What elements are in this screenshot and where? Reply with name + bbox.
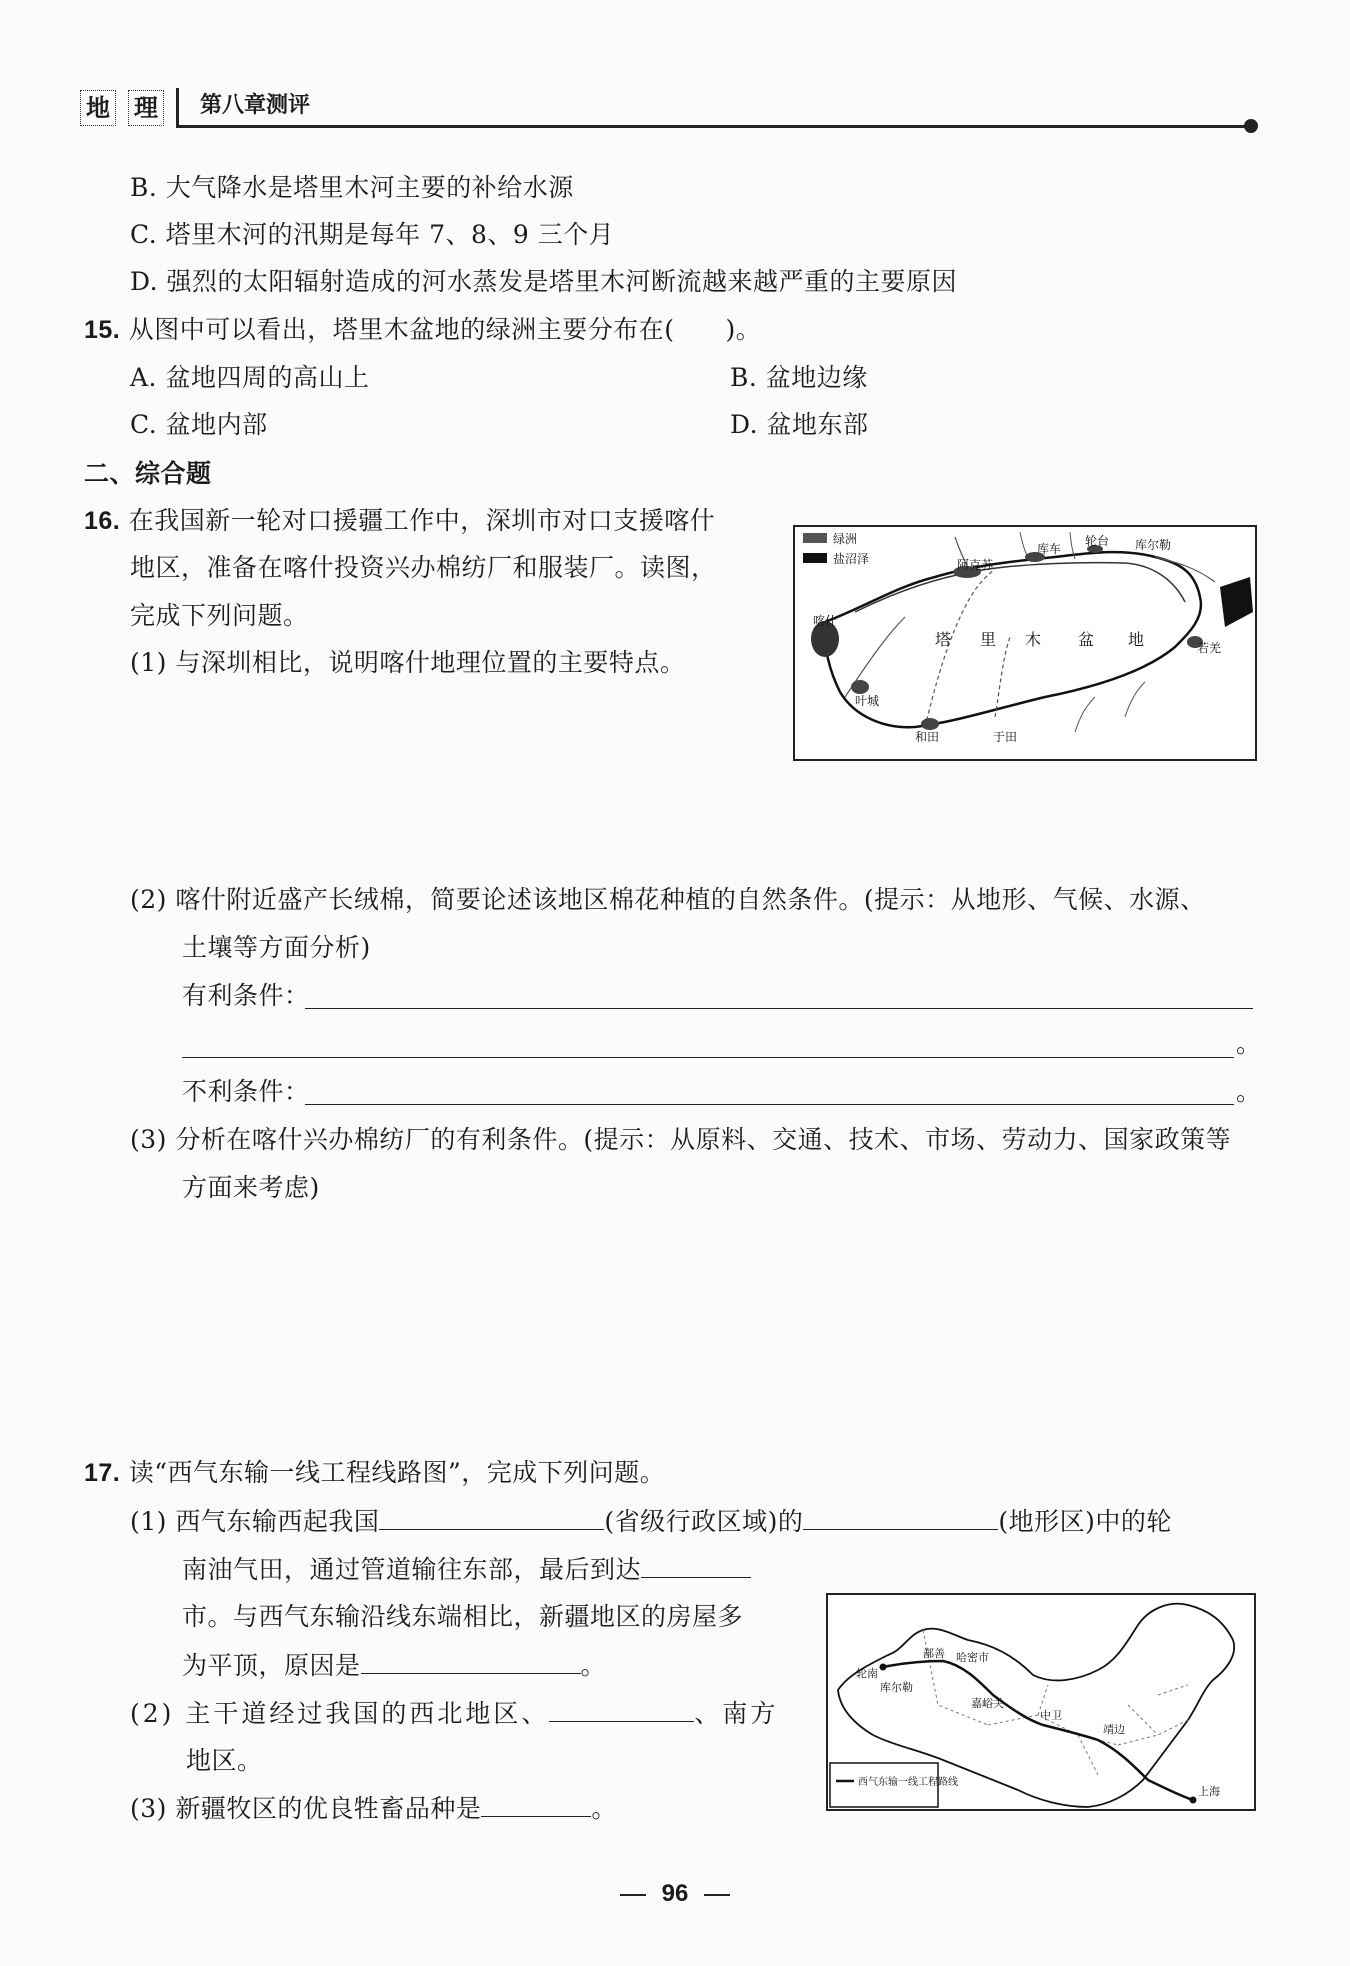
river-south-2 bbox=[1125, 682, 1145, 717]
label-jiayuguan: 嘉峪关 bbox=[971, 1697, 1004, 1710]
label-zhongwei: 中卫 bbox=[1040, 1709, 1062, 1722]
q17-blank-province[interactable] bbox=[379, 1503, 604, 1530]
q16-unfavorable-period: 。 bbox=[1236, 1077, 1262, 1106]
header-rule bbox=[176, 125, 1250, 128]
subject-label-di: 地 bbox=[80, 90, 116, 126]
page-number-dash-left bbox=[620, 1894, 646, 1896]
q17-blank-city[interactable] bbox=[641, 1551, 751, 1578]
subject-label-li: 理 bbox=[128, 90, 164, 126]
q15-option-d: D. 盆地东部 bbox=[730, 410, 869, 439]
q16-unfavorable-answer-line[interactable] bbox=[305, 1104, 1234, 1105]
pipeline-map-svg bbox=[828, 1595, 1254, 1809]
q17-part1-line1 bbox=[130, 1503, 1172, 1540]
q17-blank-livestock[interactable] bbox=[481, 1790, 591, 1817]
section-heading: 二、综合题 bbox=[84, 459, 212, 488]
lop-nur bbox=[1220, 577, 1253, 627]
q16-favorable-answer-line-2[interactable] bbox=[182, 1057, 1234, 1058]
q17-part1-line2 bbox=[182, 1551, 751, 1588]
basin-name-char-3: 木 bbox=[1025, 630, 1042, 649]
pipeline-legend-label: 西气东输一线工程路线 bbox=[858, 1777, 958, 1788]
q16-favorable-answer-line-1[interactable] bbox=[305, 1008, 1253, 1009]
label-kuche: 库车 bbox=[1037, 542, 1062, 556]
legend-oasis-swatch bbox=[803, 533, 827, 543]
q17-part3-text: (3) 新疆牧区的优良牲畜品种是 bbox=[130, 1794, 482, 1823]
basin-name-char-5: 地 bbox=[1128, 630, 1145, 649]
q17-number: 17. bbox=[84, 1459, 121, 1487]
q16-stem-line3: 完成下列问题。 bbox=[130, 601, 309, 630]
label-kuerle: 库尔勒 bbox=[1135, 538, 1172, 552]
basin-name-char-4: 盆 bbox=[1078, 630, 1095, 649]
q14-option-c: C. 塔里木河的汛期是每年 7、8、9 三个月 bbox=[130, 220, 615, 249]
q16-favorable-period: 。 bbox=[1236, 1029, 1262, 1058]
q15-number: 15. bbox=[84, 316, 121, 344]
q17-blank-landform[interactable] bbox=[803, 1503, 998, 1530]
q17-part3 bbox=[130, 1790, 617, 1827]
label-hami: 哈密市 bbox=[956, 1651, 989, 1664]
label-shanshan: 鄯善 bbox=[923, 1647, 945, 1660]
west-east-gas-pipeline-map bbox=[826, 1593, 1256, 1811]
basin-name-char-1: 塔 bbox=[935, 630, 952, 649]
label-yecheng: 叶城 bbox=[855, 694, 880, 708]
q15-option-b: B. 盆地边缘 bbox=[730, 363, 868, 392]
q16-stem-line2: 地区，准备在喀什投资兴办棉纺厂和服装厂。读图， bbox=[130, 553, 717, 582]
q14-option-d: D. 强烈的太阳辐射造成的河水蒸发是塔里木河断流越来越严重的主要原因 bbox=[130, 267, 958, 296]
q16-number: 16. bbox=[84, 507, 121, 535]
q17-part1-period: 。 bbox=[580, 1651, 607, 1680]
header-separator bbox=[176, 88, 179, 128]
q14-option-b: B. 大气降水是塔里木河主要的补给水源 bbox=[130, 173, 574, 202]
q16-stem-line1 bbox=[84, 503, 715, 539]
page-number-dash-right bbox=[704, 1894, 730, 1896]
q17-part2-text-a: (2) 主干道经过我国的西北地区、 bbox=[130, 1699, 550, 1728]
header-rule-dot bbox=[1244, 119, 1258, 133]
q17-part2-line1 bbox=[130, 1695, 778, 1732]
basin-name-char-2: 里 bbox=[980, 630, 997, 649]
q17-part1-line4-text: 为平顶，原因是 bbox=[182, 1651, 361, 1680]
q17-blank-reason[interactable] bbox=[361, 1647, 581, 1674]
q16-part3-line1: (3) 分析在喀什兴办棉纺厂的有利条件。(提示：从原料、交通、技术、市场、劳动力、国家政策等 bbox=[130, 1125, 1232, 1154]
q17-part3-period: 。 bbox=[591, 1794, 617, 1823]
q16-stem-text: 在我国新一轮对口援疆工作中，深圳市对口支援喀什 bbox=[128, 506, 716, 535]
q17-stem bbox=[84, 1455, 665, 1491]
basin-outline bbox=[825, 552, 1201, 727]
q16-part3-line2: 方面来考虑) bbox=[182, 1173, 320, 1202]
tarim-basin-map-svg bbox=[795, 527, 1255, 759]
q17-part1-text-b: (省级行政区域)的 bbox=[604, 1507, 804, 1536]
pipeline-end-dot bbox=[1190, 1797, 1197, 1804]
q17-stem-text: 读“西气东输一线工程线路图”，完成下列问题。 bbox=[128, 1458, 666, 1487]
q16-part2-line1: (2) 喀什附近盛产长绒棉，简要论述该地区棉花种植的自然条件。(提示：从地形、气候、水源、 bbox=[130, 885, 1206, 914]
q17-part1-line4 bbox=[182, 1647, 606, 1684]
q16-part2-line2: 土壤等方面分析) bbox=[182, 933, 371, 962]
label-ruoqiang: 若羌 bbox=[1197, 641, 1222, 655]
chapter-title: 第八章测评 bbox=[200, 93, 311, 118]
label-shanghai: 上海 bbox=[1198, 1785, 1220, 1798]
q15-stem bbox=[84, 312, 761, 348]
river-south-1 bbox=[1075, 697, 1095, 732]
label-hetian: 和田 bbox=[915, 730, 940, 744]
keriya-river bbox=[995, 637, 1010, 717]
page-number bbox=[0, 1880, 1350, 1908]
q17-blank-region[interactable] bbox=[549, 1695, 694, 1722]
label-luntai: 轮台 bbox=[1085, 534, 1110, 548]
q16-unfavorable-label: 不利条件： bbox=[182, 1077, 310, 1106]
q17-part1-line3: 市。与西气东输沿线东端相比，新疆地区的房屋多 bbox=[182, 1602, 744, 1631]
label-jingbian: 靖边 bbox=[1103, 1723, 1125, 1736]
q15-option-c: C. 盆地内部 bbox=[130, 410, 268, 439]
legend-oasis-label: 绿洲 bbox=[833, 532, 858, 546]
q15-stem-text: 从图中可以看出，塔里木盆地的绿洲主要分布在( )。 bbox=[128, 315, 762, 344]
label-kuerle-2: 库尔勒 bbox=[880, 1681, 913, 1694]
legend-swamp-label: 盐沼泽 bbox=[833, 552, 870, 566]
legend-swamp-swatch bbox=[803, 553, 827, 563]
oasis-yecheng bbox=[851, 680, 869, 694]
q17-part2-line2: 地区。 bbox=[186, 1746, 263, 1775]
label-yutian: 于田 bbox=[993, 730, 1018, 744]
pipeline-start-dot bbox=[880, 1664, 887, 1671]
oasis-hetian bbox=[921, 718, 939, 730]
q17-part2-text-b: 、南方 bbox=[694, 1699, 779, 1728]
q17-part1-line2-text: 南油气田，通过管道输往东部，最后到达 bbox=[182, 1555, 642, 1584]
q16-favorable-label: 有利条件： bbox=[182, 981, 310, 1010]
label-akesu: 阿克苏 bbox=[957, 558, 994, 572]
q16-part1: (1) 与深圳相比，说明喀什地理位置的主要特点。 bbox=[130, 648, 686, 677]
page-number-text: 96 bbox=[661, 1880, 689, 1907]
label-lunnan: 轮南 bbox=[856, 1667, 878, 1680]
q15-option-a: A. 盆地四周的高山上 bbox=[130, 363, 370, 392]
q17-part1-text-a: (1) 西气东输西起我国 bbox=[130, 1507, 380, 1536]
label-kashi: 喀什 bbox=[813, 614, 838, 628]
q17-part1-text-c: (地形区)中的轮 bbox=[998, 1507, 1172, 1536]
tarim-basin-map bbox=[793, 525, 1257, 761]
